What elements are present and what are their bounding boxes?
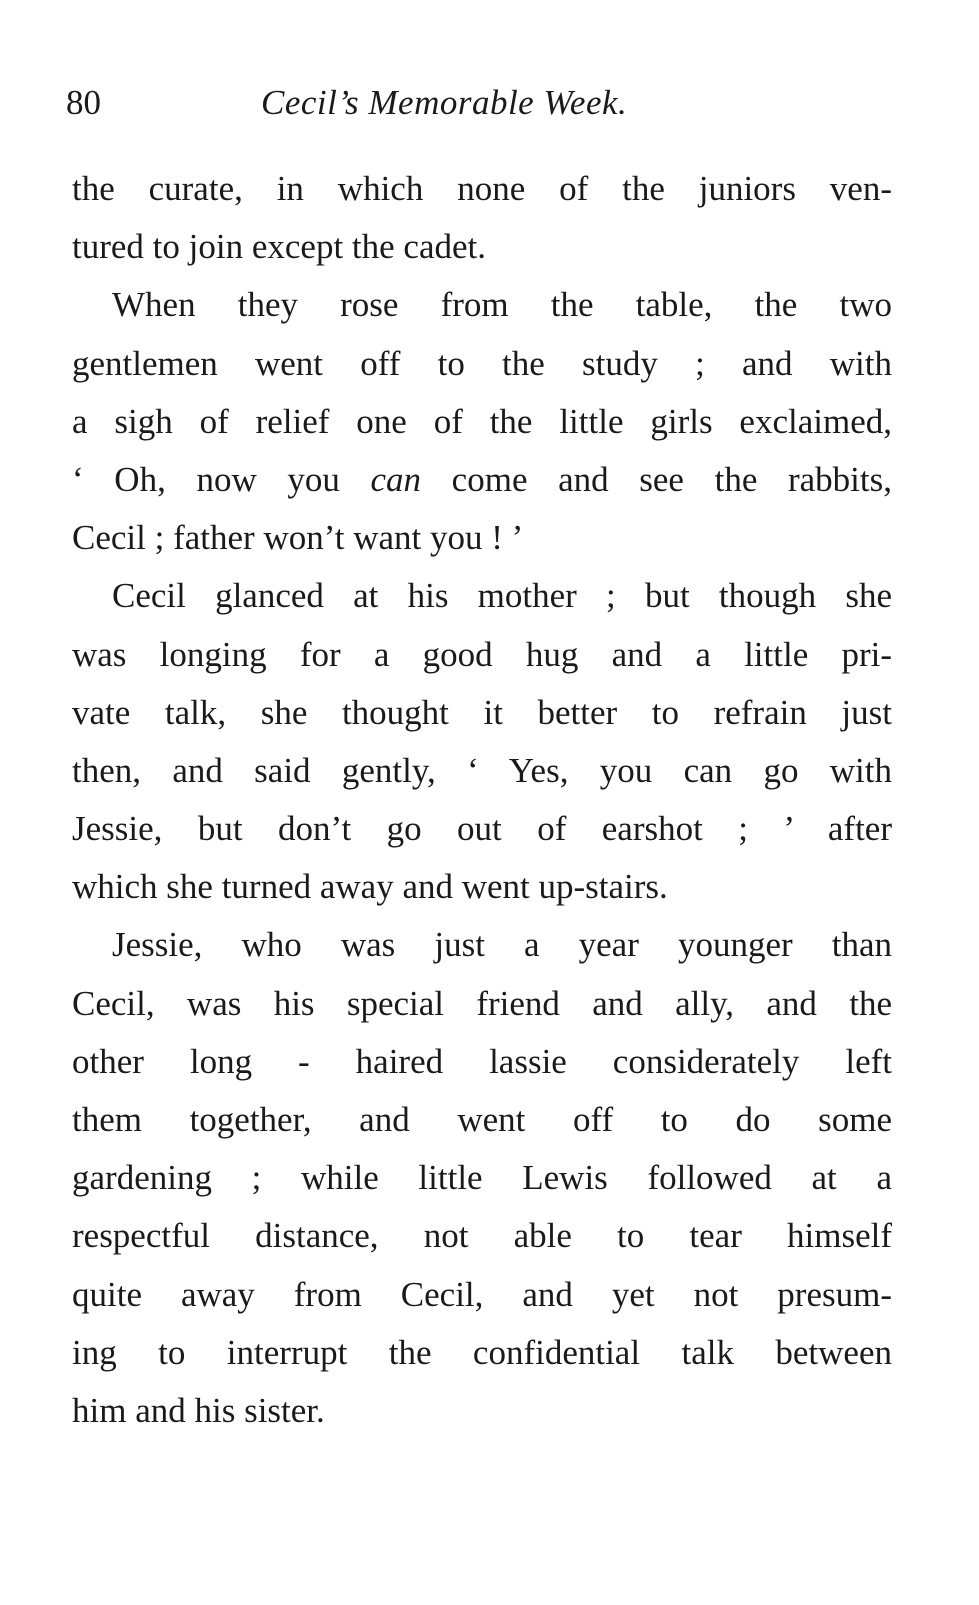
paragraph (72, 276, 892, 567)
text-line: gardening ; while little Lewis followed at a (72, 1158, 892, 1198)
paragraph (72, 916, 892, 1440)
text-line: other long - haired lassie considerately left (72, 1041, 892, 1081)
text-line: them together, and went off to do some (72, 1100, 892, 1139)
text-segment: come and see the rabbits, (421, 459, 892, 499)
text-line (72, 451, 892, 509)
text-line: the curate, in which none of the juniors ven- (72, 169, 892, 208)
italic-emphasis: can (370, 459, 422, 499)
paragraph (72, 567, 892, 916)
text-line: gentlemen went off to the study ; and with (72, 343, 892, 383)
text-line: a sigh of relief one of the little girls exclaimed, (72, 401, 892, 441)
text-line: then, and said gently, ‘ Yes, you can go with (72, 750, 892, 790)
text-line: respectful distance, not able to tear himself (72, 1216, 892, 1256)
page-number: 80 (66, 83, 101, 122)
text-line: which she turned away and went up-stairs. (72, 867, 668, 907)
text-segment: ‘ Oh, now you (72, 459, 371, 499)
text-line: When they rose from the table, the two (112, 285, 892, 325)
text-line: Jessie, but don’t go out of earshot ; ’ after (72, 809, 892, 849)
running-title: Cecil’s Memorable Week. (261, 83, 628, 122)
text-line: Cecil ; father won’t want you ! ’ (72, 518, 524, 558)
body-text (72, 160, 892, 1440)
paragraph (72, 160, 892, 276)
text-line: vate talk, she thought it better to refrain just (72, 692, 892, 732)
text-line: him and his sister. (72, 1390, 325, 1430)
text-line: ing to interrupt the confidential talk between (72, 1332, 892, 1372)
text-line: Cecil, was his special friend and ally, and the (72, 983, 892, 1023)
text-line: Cecil glanced at his mother ; but though she (112, 576, 892, 616)
text-line: tured to join except the cadet. (72, 227, 487, 267)
text-line: was longing for a good hug and a little pri- (72, 634, 892, 674)
text-line: Jessie, who was just a year younger than (112, 925, 892, 965)
text-line: quite away from Cecil, and yet not presum- (72, 1274, 892, 1314)
running-head (66, 78, 716, 128)
